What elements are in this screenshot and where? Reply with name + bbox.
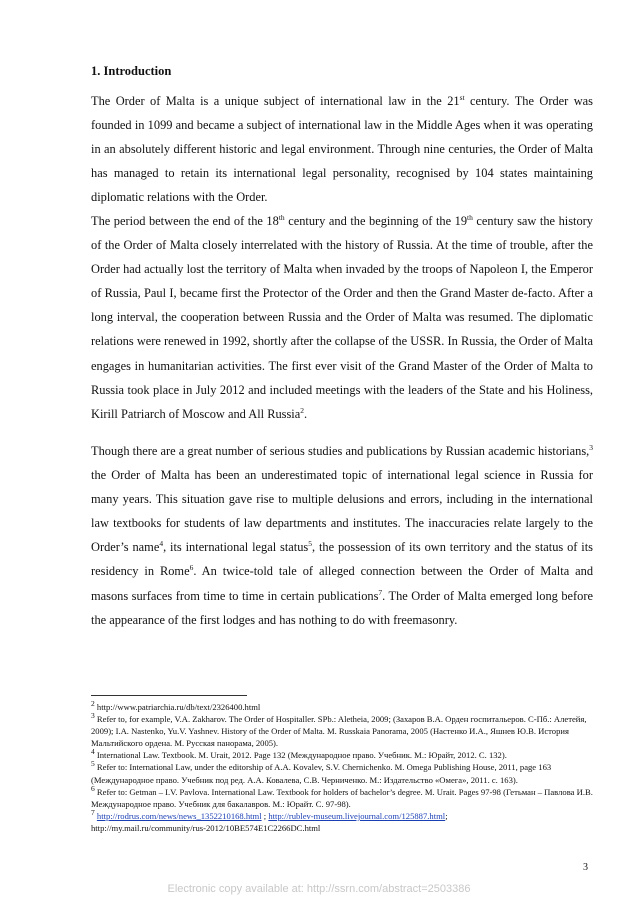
footnote-6 bbox=[91, 783, 596, 810]
superscript: th bbox=[278, 212, 285, 222]
footnote-ref-4: 4 bbox=[159, 539, 164, 549]
footnotes bbox=[91, 701, 596, 834]
footnote-5 bbox=[91, 761, 596, 785]
text-run: The period between the end of the 18 bbox=[91, 214, 279, 228]
text-run: Though there are a great number of serious studies and publications by Russian academic historians, bbox=[91, 444, 590, 458]
footnote-ref-5: 5 bbox=[308, 539, 313, 549]
footnote-link-rodrus[interactable]: http://rodrus.com/news/news_1352210168.html bbox=[96, 810, 262, 821]
footnote-ref-6: 6 bbox=[189, 563, 194, 573]
page-number: 3 bbox=[583, 862, 588, 873]
superscript: st bbox=[459, 92, 465, 102]
text-run: . The Order of Malta emerged long before the appearance of the first lodges and has nothing to do with freemasonry. bbox=[91, 588, 593, 627]
superscript: th bbox=[467, 212, 473, 222]
text-run: The Order of Malta is a unique subject of international law in the 21 bbox=[91, 94, 460, 108]
text-run: . bbox=[304, 406, 308, 421]
footnote-text: Refer to: Getman – I.V. Pavlova. International Law. Textbook for holders of bachelor’s degree. M. Urait. Pages 97-98 (Гетьман – Павлова И.В. Международное право. Учебник для бакалавров. М.: Юрайт. С. 97-98). bbox=[91, 786, 593, 809]
footnote-text: Refer to, for example, V.A. Zakharov. The Order of Hospitaller. SPb.: Aletheia, 2009; (Захаров В.А. Орден госпитальеров. С-Пб.: Алетейя, 2009); I.A. Nastenko, Yu.V. Yashnev. History of the Order of Malta. M. Russkaia Panorama, 2005 (Настенко И.А., Яшнев Ю.В. История Мальтийского ордена. М. Русская панорама, 2005). bbox=[91, 714, 587, 749]
footnote-number: 5 bbox=[91, 759, 95, 769]
footnote-text: Refer to: International Law, under the editorship of A.A. Kovalev, S.V. Chernichenko. M. Omega Publishing House, 2011, page 163 (Международное право. Учебник под ред. А.А. Ковалева, С.В. Черниченко. М.: Издательство «Омега», 2011. с. 163). bbox=[91, 762, 552, 785]
text-run: , the possession of its own territory and the status of its residency in Rome bbox=[91, 540, 593, 579]
footnote-number: 2 bbox=[91, 699, 95, 709]
ssrn-footer-watermark: Electronic copy available at: http://ssrn.com/abstract=2503386 bbox=[167, 883, 471, 895]
text-run: . An twice-told tale of alleged connection between the Order of Malta and masons surfaces from time to time in certain publications bbox=[91, 564, 594, 603]
footnote-number: 4 bbox=[91, 747, 95, 757]
footnote-4 bbox=[91, 749, 596, 761]
footnote-link-rublev-museum[interactable]: http://rublev-museum.livejournal.com/125887.html bbox=[268, 810, 446, 821]
footnote-number: 7 bbox=[91, 807, 95, 817]
footnote-text: http://www.patriarchia.ru/db/text/2326400.html bbox=[94, 702, 261, 712]
footnote-ref-7: 7 bbox=[378, 587, 383, 597]
footnote-7: $^7$ http://rodrus.com/news/news_1352210168.html ; http://rublev-museum.livejournal.com/125887.html; http://my.mail.ru/community/rus-2012/10BE574E1C2266DC.html bbox=[91, 807, 448, 833]
text-run: the Order of Malta has been an underestimated topic of international legal science in Russia for many years. This situation gave rise to multiple delusions and errors, including in the international law textbooks for students of law departments and institutes. The inaccuracies relate largely to the Order’s name bbox=[91, 468, 593, 555]
paragraph-1 bbox=[91, 89, 593, 209]
footnote-2 bbox=[91, 701, 596, 713]
paragraph-3 bbox=[91, 439, 593, 632]
footnote-text-mailru: http://my.mail.ru/community/rus-2012/10BE574E1C2266DC.html bbox=[91, 822, 321, 833]
footnote-text: International Law. Textbook. M. Urait, 2012. Page 132 (Международное право. Учебник. М.: Юрайт, 2012. С. 132). bbox=[94, 750, 507, 761]
footnote-ref-3: 3 bbox=[589, 442, 593, 452]
text-run: , its international legal status bbox=[163, 540, 309, 555]
text-run: century. The Order was founded in 1099 and became a subject of international law in the Middle Ages when it was operating in an absolutely different historic and legal environment. Through nine centuries, the Order of Malta has managed to retain its international legal personality, recognised by 104 states maintaining diplomatic relations with the Order. bbox=[91, 94, 593, 205]
footnote-ref-2: 2 bbox=[300, 405, 304, 415]
footnote-divider bbox=[91, 695, 247, 696]
paragraph-2 bbox=[91, 209, 593, 426]
text-run: century saw the history of the Order of Malta closely interrelated with the history of Russia. At the time of trouble, after the Order had actually lost the territory of Malta when invaded by the troops of Napoleon I, the Emperor of Russia, Paul I, became first the Protector of the Order and then the Grand Master de-facto. After a long interval, the cooperation between Russia and the Order of Malta was resumed. The diplomatic relations were renewed in 1992, shortly after the collapse of the USSR. In Russia, the Order of Malta engages in humanitarian activities. The first ever visit of the Grand Master of the Order of Malta to Russia took place in July 2012 and included meetings with the leaders of the State and his Holiness, Kirill Patriarch of Moscow and All Russia bbox=[91, 214, 593, 421]
footnote-number: 6 bbox=[91, 783, 95, 793]
text-run: century and the beginning of the 19 bbox=[284, 214, 468, 228]
footnote-3 bbox=[91, 713, 596, 749]
footnote-number: 3 bbox=[91, 711, 95, 721]
section-heading: 1. Introduction bbox=[91, 64, 172, 78]
